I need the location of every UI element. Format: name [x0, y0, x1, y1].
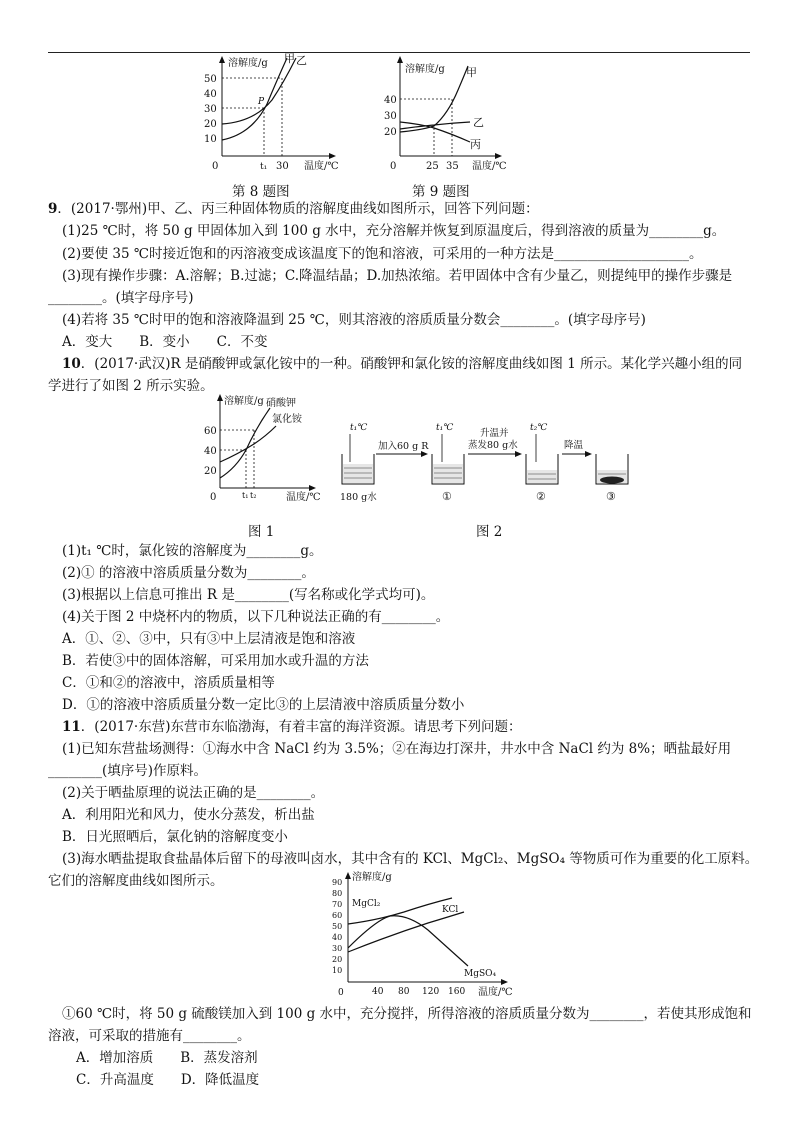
beaker-label-3: ③ [606, 490, 616, 503]
figure-10-2-caption: 图 2 [476, 524, 503, 540]
q11-part1b: ________(填序号)作原料。 [48, 763, 208, 779]
q11-sub1a: ①60 ℃时，将 50 g 硫酸镁加入到 100 g 水中，充分搅拌，所得溶液的溶质质量分数为________，若使其形成饱和 [62, 1006, 752, 1022]
curve-label-yi: 乙 [473, 116, 484, 129]
y-tick-60: 60 [332, 911, 343, 920]
x-tick-80: 80 [398, 987, 410, 997]
x-tick-160: 160 [448, 987, 466, 997]
y-label: 溶解度/g [224, 396, 264, 407]
y-tick-40: 40 [204, 89, 217, 100]
beaker-label-2: ② [536, 490, 546, 503]
x-tick-t1: t₁ [260, 162, 268, 172]
curve-nh4cl [220, 426, 276, 462]
y-tick-40: 40 [384, 95, 397, 106]
curve-jia [222, 58, 287, 140]
figure-8-caption: 第 8 题图 [232, 184, 290, 200]
figure-9 [372, 52, 522, 172]
q10-title2: 学进行了如图 2 所示实验。 [48, 378, 214, 394]
curve-mgso4 [348, 916, 468, 966]
curve-label-kcl: KCl [442, 905, 459, 915]
q10-part4: (4)关于图 2 中烧杯内的物质，以下几种说法正确的有________。 [62, 609, 450, 625]
y-label: 溶解度/g [228, 58, 268, 69]
q11-part3a: (3)海水晒盐提取食盐晶体后留下的母液叫卤水，其中含有的 KCl、MgCl₂、MgSO₄ 等物质可作为重要的化工原料。 [62, 851, 759, 867]
step3-label: 降温 [564, 440, 584, 451]
origin-label: 0 [390, 161, 397, 172]
q9-part4: (4)若将 35 ℃时甲的饱和溶液降温到 25 ℃，则其溶液的溶质质量分数会________。(填字母序号) [62, 312, 646, 328]
origin-label: 0 [212, 161, 219, 172]
x-tick-t1: t₁ [242, 491, 249, 500]
q9-part1: (1)25 ℃时，将 50 g 甲固体加入到 100 g 水中，充分溶解并恢复到原温度后，得到溶液的质量为________g。 [62, 223, 726, 239]
q10-part3: (3)根据以上信息可推出 R 是________(写名称或化学式均可)。 [62, 587, 435, 603]
step2-label-b: 蒸发80 g水 [468, 440, 518, 451]
x-tick-35: 35 [446, 161, 459, 172]
curve-label-bing: 丙 [470, 138, 481, 151]
water-label: 180 g水 [340, 492, 377, 503]
q10-option-a: A．①、②、③中，只有③中上层清液是饱和溶液 [62, 631, 356, 647]
q11-sub1b: 溶液，可采取的措施有________。 [48, 1028, 251, 1044]
curve-label-kno3: 硝酸钾 [266, 398, 296, 409]
x-tick-25: 25 [426, 161, 439, 172]
x-tick-30: 30 [276, 161, 289, 172]
y-tick-70: 70 [332, 900, 343, 909]
y-tick-80: 80 [332, 889, 343, 898]
point-p: P [258, 97, 265, 107]
q11-options-cd: C．升高温度 D．降低温度 [76, 1072, 260, 1088]
beaker-0 [342, 454, 374, 484]
x-tick-120: 120 [422, 987, 440, 997]
y-tick-50: 50 [204, 74, 217, 85]
y-tick-20: 20 [332, 955, 343, 964]
figure-8 [192, 52, 342, 172]
y-tick-20: 20 [204, 466, 217, 477]
y-tick-10: 10 [332, 966, 343, 975]
x-label: 温度/℃ [304, 161, 339, 172]
q10-option-c: C．①和②的溶液中，溶质质量相等 [62, 675, 275, 691]
origin-label: 0 [210, 492, 217, 503]
y-tick-30: 30 [384, 111, 397, 122]
y-tick-20: 20 [384, 127, 397, 138]
curve-kno3 [220, 408, 270, 478]
q11-option-b: B．日光照晒后，氯化钠的溶解度变小 [62, 829, 288, 845]
q9-options: A．变大 B．变小 C．不变 [62, 334, 268, 350]
figure-11 [318, 868, 518, 998]
q11-part1a: (1)已知东营盐场测得：①海水中含 NaCl 约为 3.5%；②在海边打深井，井水中含 NaCl 约为 8%；晒盐最好用 [62, 741, 732, 757]
q10-title: 10．(2017·武汉)R 是硝酸钾或氯化铵中的一种。硝酸钾和氯化铵的溶解度曲线如图 1 所示。某化学兴趣小组的同 [62, 356, 743, 372]
x-tick-t2: t₂ [250, 491, 257, 500]
q10-option-d: D．①的溶液中溶质质量分数一定比③的上层清液中溶质质量分数小 [62, 697, 465, 713]
q9-part3a: (3)现有操作步骤：A.溶解；B.过滤；C.降温结晶；D.加热浓缩。若甲固体中含有少量乙，则提纯甲的操作步骤是 [62, 268, 733, 284]
x-label: 温度/℃ [286, 492, 321, 503]
y-tick-90: 90 [332, 878, 343, 887]
figure-10-2-diagram [334, 418, 634, 504]
curve-label-jia: 甲 [284, 52, 295, 65]
q11-part3b: 它们的溶解度曲线如图所示。 [48, 873, 224, 889]
beaker-label-1: ① [442, 490, 452, 503]
beaker-3 [596, 454, 628, 484]
beaker-2 [526, 454, 558, 484]
curve-label-mgcl2: MgCl₂ [352, 899, 381, 909]
curve-label-mgso4: MgSO₄ [464, 969, 497, 979]
y-tick-20: 20 [204, 119, 217, 130]
q9-title: 9．(2017·鄂州)甲、乙、丙三种固体物质的溶解度曲线如图所示，回答下列问题： [48, 201, 539, 217]
figure-9-caption: 第 9 题图 [412, 184, 470, 200]
q11-part2: (2)关于晒盐原理的说法正确的是________。 [62, 785, 325, 801]
step2-label-a: 升温并 [480, 428, 509, 439]
curve-label-jia: 甲 [466, 66, 477, 79]
y-tick-30: 30 [332, 944, 343, 953]
y-tick-60: 60 [204, 426, 217, 437]
x-tick-40: 40 [372, 987, 384, 997]
temp-t1-b: t₁℃ [436, 423, 454, 433]
y-label: 溶解度/g [405, 64, 445, 75]
beaker-1 [432, 454, 464, 484]
q11-options-ab: A．增加溶质 B．蒸发溶剂 [76, 1050, 258, 1066]
q11-title: 11．(2017·东营)东营市东临渤海，有着丰富的海洋资源。请思考下列问题： [62, 719, 522, 735]
q10-part2: (2)① 的溶液中溶质质量分数为________。 [62, 565, 315, 581]
figure-9-chart [372, 52, 522, 172]
figure-10-1-caption: 图 1 [248, 524, 275, 540]
curve-label-yi: 乙 [296, 54, 307, 67]
temp-t1-a: t₁℃ [350, 423, 368, 433]
y-tick-30: 30 [204, 104, 217, 115]
step1-label: 加入60 g R [378, 441, 429, 452]
curve-label-nh4cl: 氯化铵 [272, 414, 302, 425]
figure-11-chart [318, 868, 518, 998]
q9-part3b: ________。(填字母序号) [48, 290, 194, 306]
y-tick-50: 50 [332, 922, 343, 931]
y-label: 溶解度/g [352, 872, 392, 883]
figure-10-2 [334, 418, 634, 504]
y-tick-40: 40 [204, 446, 217, 457]
q10-part1: (1)t₁ ℃时，氯化铵的溶解度为________g。 [62, 543, 323, 559]
figure-10-1-chart [194, 392, 324, 504]
temp-t2: t₂℃ [530, 423, 548, 433]
x-label: 温度/℃ [472, 161, 507, 172]
q10-option-b: B．若使③中的固体溶解，可采用加水或升温的方法 [62, 653, 369, 669]
q9-part2: (2)要使 35 ℃时接近饱和的丙溶液变成该温度下的饱和溶液，可采用的一种方法是____________________。 [62, 246, 703, 262]
origin-label: 0 [338, 988, 344, 998]
figure-8-chart [192, 52, 342, 172]
figure-10-1 [194, 392, 324, 504]
x-label: 温度/℃ [478, 987, 513, 998]
q11-option-a: A．利用阳光和风力，使水分蒸发，析出盐 [62, 807, 315, 823]
y-tick-40: 40 [332, 933, 343, 942]
y-tick-10: 10 [204, 134, 217, 145]
